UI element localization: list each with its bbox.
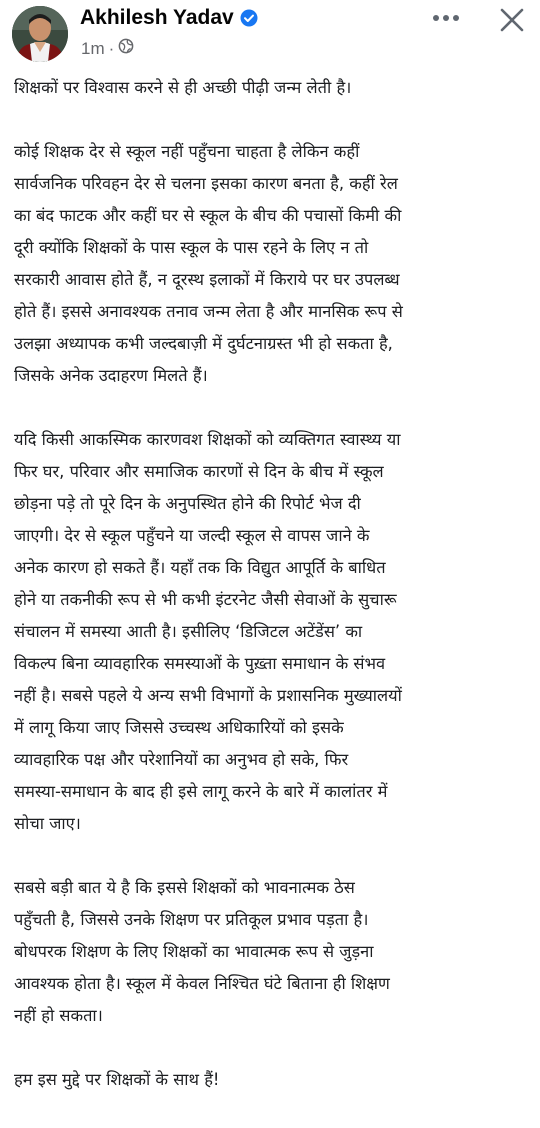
close-icon: [499, 7, 525, 33]
post-meta: [81, 38, 134, 59]
post-paragraph-3: यदि किसी आकस्मिक कारणवश शिक्षकों को व्यक्तिगत स्वास्थ्य या फिर घर, परिवार और समाजिक कारणों से दिन के बीच में स्कूल छोड़ना पड़े तो पूरे दिन के अनुपस्थित होने की रिपोर्ट भेज दी जाएगी। देर से स्कूल पहुँचने या जल्दी स्कूल से वापस जाने के अनेक कारण हो सकते हैं। यहाँ तक कि विद्युत आपूर्ति के बाधित होने या तकनीकी रूप से भी कभी इंटरनेट जैसी सेवाओं के सुचारू संचालन में समस्या आती है। इसीलिए ‘डिजिटल अटेंडेंस’ का विकल्प बिना व्यावहारिक समस्याओं के पुख़्ता समाधान के संभव नहीं है। सबसे पहले ये अन्य सभी विभागों के प्रशासनिक मुख्यालयों में लागू किया जाए जिससे उच्चस्थ अधिकारियों को इसके व्यावहारिक पक्ष और परेशानियों का अनुभव हो सके, फिर समस्या-समाधान के बाद ही इसे लागू करने के बारे में कालांतर में सोचा जाए।: [14, 430, 402, 833]
avatar-image: [12, 6, 68, 62]
post-header: [0, 0, 540, 70]
post-paragraph-2: कोई शिक्षक देर से स्कूल नहीं पहुँचना चाहता है लेकिन कहीं सार्वजनिक परिवहन देर से चलना इसका कारण बनता है, कहीं रेल का बंद फाटक और कहीं घर से स्कूल के बीच की पचासों किमी की दूरी क्योंकि शिक्षकों के पास स्कूल के पास रहने के लिए न तो सरकारी आवास होते हैं, न दूरस्थ इलाकों में किराये पर घर उपलब्ध होते हैं। इससे अनावश्यक तनाव जन्म लेता है और मानसिक रूप से उलझा अध्यापक कभी जल्दबाज़ी में दुर्घटनाग्रस्त भी हो सकता है, जिसके अनेक उदाहरण मिलते हैं।: [14, 142, 403, 385]
post-time[interactable]: 1m: [81, 38, 105, 58]
close-button[interactable]: [494, 2, 530, 38]
globe-icon: [118, 38, 134, 59]
post-paragraph-4: सबसे बड़ी बात ये है कि इससे शिक्षकों को भावनात्मक ठेस पहुँचती है, जिससे उनके शिक्षण पर प्रतिकूल प्रभाव पड़ता है। बोधपरक शिक्षण के लिए शिक्षकों का भावात्मक रूप से जुड़ना आवश्यक होता है। स्कूल में केवल निश्चित घंटे बिताना ही शिक्षण नहीं हो सकता।: [14, 878, 390, 1025]
more-dots-icon: [431, 14, 461, 22]
post-paragraph-5: हम इस मुद्दे पर शिक्षकों के साथ हैं!: [14, 1070, 220, 1089]
author-name[interactable]: Akhilesh Yadav: [80, 6, 234, 29]
verified-badge-icon: [240, 9, 258, 27]
post-paragraph-1: शिक्षकों पर विश्वास करने से ही अच्छी पीढ़ी जन्म लेती है।: [14, 78, 352, 97]
avatar[interactable]: [12, 6, 68, 62]
author-row: [80, 6, 258, 30]
more-options-button[interactable]: [426, 6, 466, 30]
meta-separator: ·: [108, 38, 115, 58]
post-text: [14, 72, 526, 1128]
